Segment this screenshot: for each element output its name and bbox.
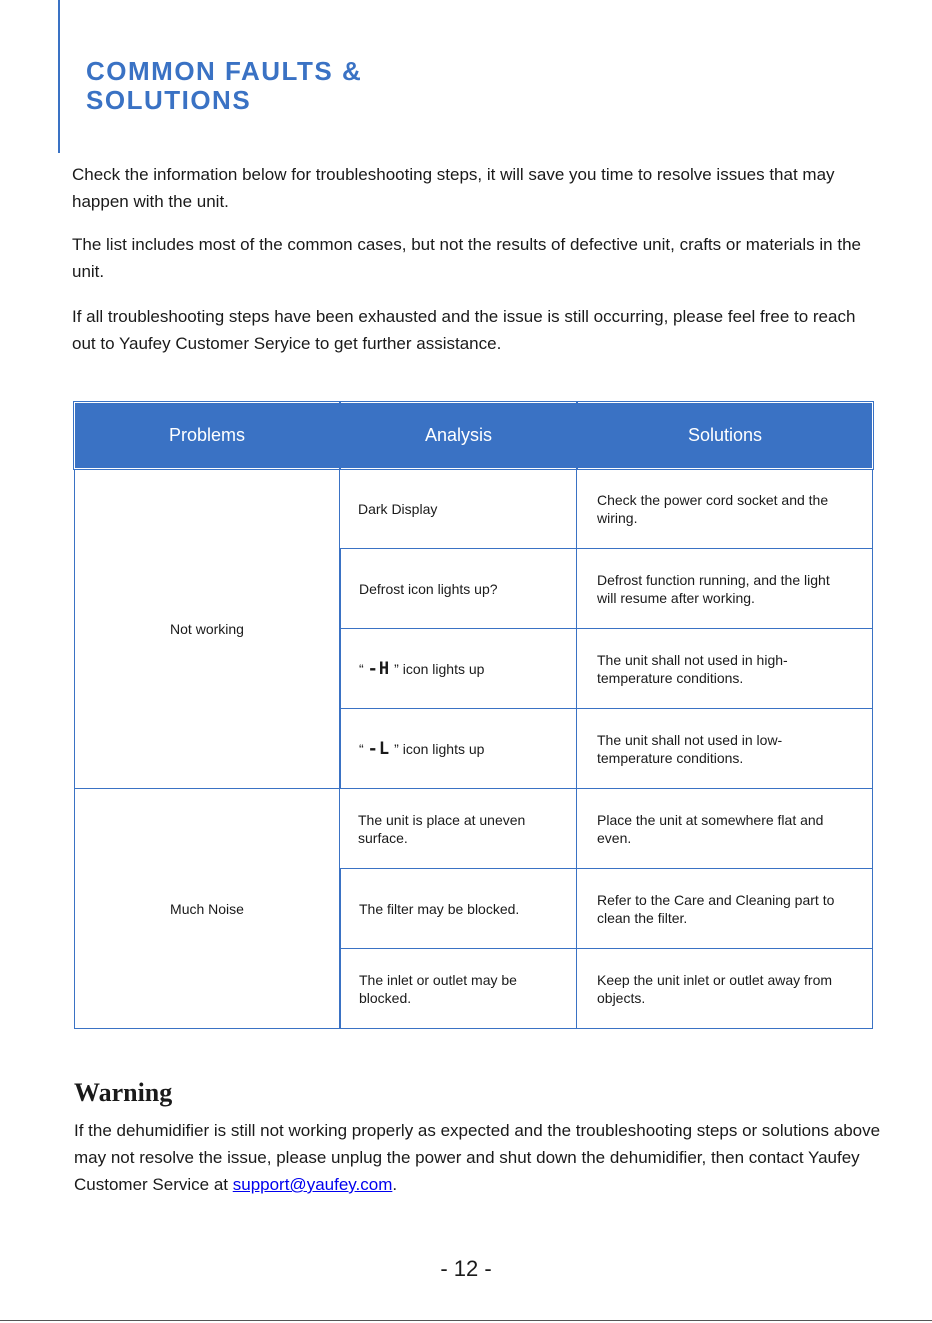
solution-cell: Defrost function running, and the light will resume after working. — [577, 549, 873, 629]
intro-paragraph-1: Check the information below for troubleshooting steps, it will save you time to resolve issues that may happen with the unit. — [72, 165, 835, 211]
problem-cell: Not working — [74, 469, 340, 789]
open-quote: “ — [359, 660, 364, 677]
faults-table — [74, 402, 873, 1029]
warning-body — [74, 1117, 884, 1198]
title-line-1: COMMON FAULTS & — [86, 56, 363, 86]
header-solutions: Solutions — [577, 402, 873, 469]
analysis-cell: Dark Display — [340, 469, 577, 549]
warning-title: Warning — [74, 1078, 173, 1107]
solution-cell: Keep the unit inlet or outlet away from objects. — [577, 949, 873, 1029]
warning-tail: . — [392, 1175, 398, 1194]
intro-paragraph-2: The list includes most of the common cases, but not the results of defective unit, crafts or materials in the unit. — [72, 235, 861, 281]
analysis-cell: The unit is place at uneven surface. — [340, 789, 577, 869]
warning-text: If the dehumidifier is still not working properly as expected and the troubleshooting steps or solutions above may not resolve the issue, please unplug the power and shut down the dehumidifier, then contact Yaufey Customer Service at — [74, 1121, 881, 1194]
support-email-link[interactable]: support@yaufey.com — [232, 1175, 393, 1194]
analysis-cell — [340, 629, 577, 709]
analysis-cell: The inlet or outlet may be blocked. — [340, 949, 577, 1029]
analysis-cell — [340, 709, 577, 789]
analysis-text: ” icon lights up — [394, 660, 485, 677]
title-line-2: SOLUTIONS — [86, 85, 252, 115]
low-temp-display-code: -L — [367, 738, 391, 759]
solution-cell: Check the power cord socket and the wiring. — [577, 469, 873, 549]
header-analysis: Analysis — [340, 402, 577, 469]
solution-cell: Refer to the Care and Cleaning part to clean the filter. — [577, 869, 873, 949]
intro-paragraph-3: If all troubleshooting steps have been exhausted and the issue is still occurring, please feel free to reach out to Yaufey Customer Seryice to get further assistance. — [72, 307, 856, 353]
page-title — [86, 57, 362, 115]
bottom-rule — [0, 1320, 932, 1321]
header-problems: Problems — [74, 402, 340, 469]
solution-cell: The unit shall not used in high-temperature conditions. — [577, 629, 873, 709]
left-accent-rule — [58, 0, 60, 153]
solution-cell: The unit shall not used in low-temperature conditions. — [577, 709, 873, 789]
solution-cell: Place the unit at somewhere flat and even. — [577, 789, 873, 869]
analysis-cell: Defrost icon lights up? — [340, 549, 577, 629]
open-quote: “ — [359, 740, 364, 757]
analysis-text: ” icon lights up — [394, 740, 485, 757]
table-row — [74, 469, 873, 549]
page-number: - 12 - — [440, 1256, 492, 1281]
table-header-row — [74, 402, 873, 469]
analysis-cell: The filter may be blocked. — [340, 869, 577, 949]
problem-cell: Much Noise — [74, 789, 340, 1029]
table-row — [74, 789, 873, 869]
high-temp-display-code: -H — [367, 658, 391, 679]
